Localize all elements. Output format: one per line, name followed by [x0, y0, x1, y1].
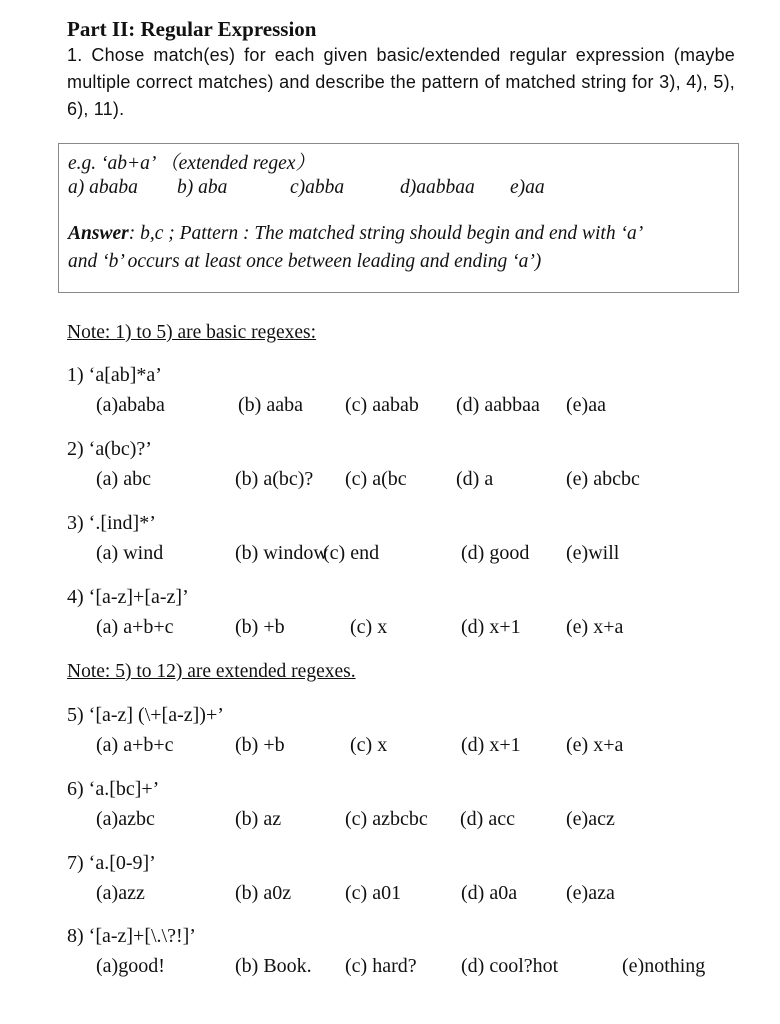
answer-option: (a)azz	[96, 882, 145, 904]
answer-option: (d) x+1	[461, 734, 521, 756]
answer-option: (b) a0z	[235, 882, 292, 904]
answer-option: (a) abc	[96, 468, 151, 490]
answer-option: (b) +b	[235, 734, 285, 756]
answer-option: (b) +b	[235, 616, 285, 638]
answer-option: (a)good!	[96, 955, 165, 977]
answer-option: (a)azbc	[96, 808, 155, 830]
example-option: a) ababa	[68, 177, 138, 198]
section-title: Part II: Regular Expression	[67, 17, 317, 41]
answer-option: (e)acz	[566, 808, 615, 830]
question-label: 4) ‘[a-z]+[a-z]’	[67, 586, 189, 608]
answer-option: (e) abcbc	[566, 468, 640, 490]
instructions: 1. Chose match(es) for each given basic/extended regular expression (maybe multiple correct matches) and describe the pattern of matched string for 3), 4), 5), 6), 11).	[67, 45, 735, 119]
answer-option: (e) x+a	[566, 616, 624, 638]
answer-option: (e)nothing	[622, 955, 706, 977]
example-answer	[68, 223, 643, 245]
example-option: c)abba	[290, 177, 345, 198]
answer-option: (a) a+b+c	[96, 734, 174, 756]
answer-option: (c) hard?	[345, 955, 417, 977]
answer-option: (e) x+a	[566, 734, 624, 756]
answer-option: (c) azbcbc	[345, 808, 428, 830]
example-box	[58, 143, 739, 293]
answer-option: (b) az	[235, 808, 282, 830]
question-label: 5) ‘[a-z] (\+[a-z])+’	[67, 704, 224, 726]
answer-option: (a) wind	[96, 542, 164, 564]
question-label: 3) ‘.[ind]*’	[67, 512, 156, 534]
answer-option: (d) good	[461, 542, 530, 564]
note-extended: Note: 5) to 12) are extended regexes.	[67, 661, 356, 682]
answer-option: (a) a+b+c	[96, 616, 174, 638]
answer-option: (e)aza	[566, 882, 615, 904]
answer-option: (b) aaba	[238, 394, 303, 416]
answer-option: (d) x+1	[461, 616, 521, 638]
answer-option: (e)will	[566, 542, 620, 564]
example-header: e.g. ‘ab+a’ （extended regex）	[68, 153, 315, 174]
question-label: 8) ‘[a-z]+[\.\?!]’	[67, 925, 196, 947]
answer-option: (d) a	[456, 468, 494, 490]
example-answer-cont: and ‘b’ occurs at least once between leading and ending ‘a’)	[68, 251, 542, 272]
example-option: e)aa	[510, 177, 545, 198]
answer-option: (c) x	[350, 616, 388, 638]
answer-option: (e)aa	[566, 394, 606, 416]
answer-option: (d) aabbaa	[456, 394, 540, 416]
answer-option: (c) a01	[345, 882, 402, 904]
answer-option: (b) a(bc)?	[235, 468, 314, 490]
answer-option: (b) Book.	[235, 955, 312, 977]
question-label: 2) ‘a(bc)?’	[67, 438, 152, 460]
question-label: 1) ‘a[ab]*a’	[67, 364, 162, 386]
answer-option: (d) a0a	[461, 882, 518, 904]
question-label: 7) ‘a.[0-9]’	[67, 852, 156, 874]
answer-option: (b) window	[235, 542, 328, 564]
question-label: 6) ‘a.[bc]+’	[67, 778, 160, 800]
answer-option: (a)ababa	[96, 394, 165, 416]
answer-option: (c) x	[350, 734, 388, 756]
answer-option: (d) cool?hot	[461, 955, 559, 977]
note-basic: Note: 1) to 5) are basic regexes:	[67, 322, 317, 343]
answer-label: Answer	[68, 223, 129, 244]
answer-option: (c) aabab	[345, 394, 419, 416]
answer-option: (c) end	[323, 542, 380, 564]
answer-option: (c) a(bc	[345, 468, 407, 490]
example-option: b) aba	[177, 177, 228, 198]
example-option: d)aabbaa	[400, 177, 475, 198]
answer-text: : b,c ; Pattern : The matched string should begin and end with ‘a’	[128, 223, 644, 244]
answer-option: (d) acc	[460, 808, 515, 830]
